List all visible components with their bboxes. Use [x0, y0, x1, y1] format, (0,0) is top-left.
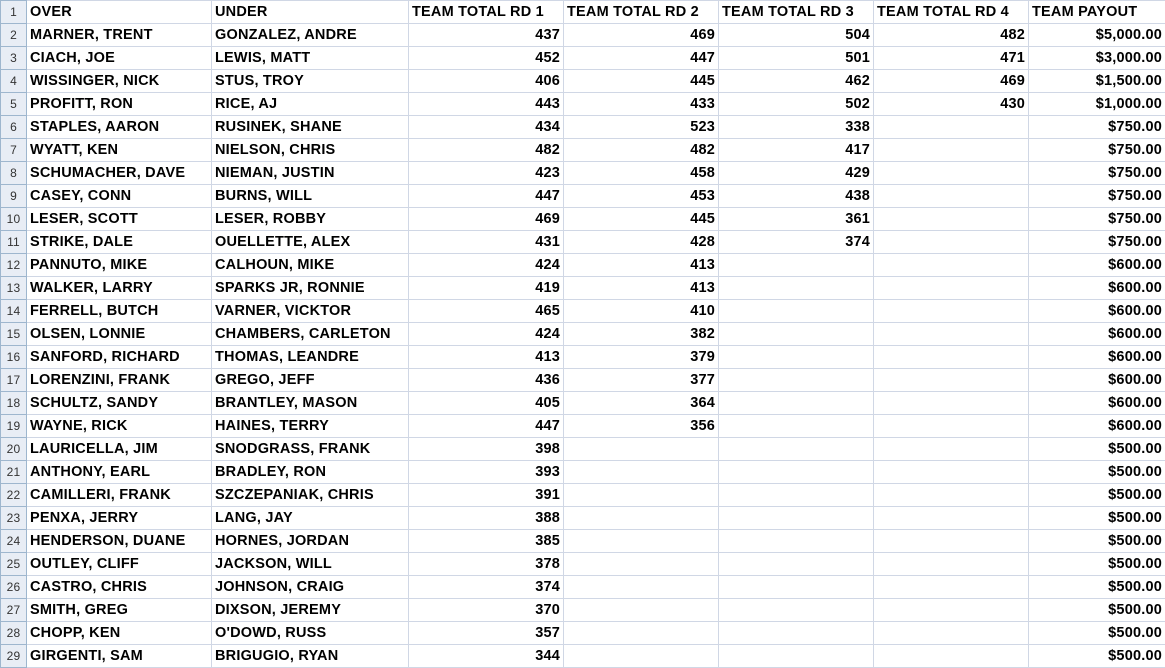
cell-team-total-rd1[interactable]: 370 [409, 599, 564, 622]
cell-team-total-rd4[interactable] [874, 323, 1029, 346]
cell-team-total-rd1[interactable]: 424 [409, 323, 564, 346]
table-row [1, 47, 1165, 70]
cell-team-total-rd2[interactable]: 445 [564, 208, 719, 231]
row-number[interactable]: 8 [1, 162, 27, 185]
header-row [1, 1, 1165, 24]
row-number[interactable]: 20 [1, 438, 27, 461]
cell-team-total-rd1[interactable]: 434 [409, 116, 564, 139]
cell-team-total-rd2[interactable] [564, 530, 719, 553]
cell-under[interactable]: BRADLEY, RON [212, 461, 409, 484]
cell-team-payout[interactable]: $600.00 [1029, 254, 1165, 277]
cell-team-total-rd4[interactable]: 430 [874, 93, 1029, 116]
cell-team-total-rd2[interactable]: 413 [564, 277, 719, 300]
cell-team-total-rd3[interactable] [719, 300, 874, 323]
cell-team-total-rd1[interactable]: 447 [409, 415, 564, 438]
cell-team-payout[interactable]: $500.00 [1029, 622, 1165, 645]
row-number[interactable]: 16 [1, 346, 27, 369]
cell-team-total-rd2[interactable]: 445 [564, 70, 719, 93]
cell-over[interactable]: WALKER, LARRY [27, 277, 212, 300]
cell-team-total-rd3[interactable] [719, 507, 874, 530]
cell-team-total-rd4[interactable] [874, 254, 1029, 277]
cell-team-payout[interactable]: $600.00 [1029, 392, 1165, 415]
cell-under[interactable]: SPARKS JR, RONNIE [212, 277, 409, 300]
row-number[interactable]: 19 [1, 415, 27, 438]
cell-team-total-rd1[interactable]: 388 [409, 507, 564, 530]
cell-under[interactable]: OUELLETTE, ALEX [212, 231, 409, 254]
cell-team-total-rd1[interactable]: 385 [409, 530, 564, 553]
cell-over[interactable]: CASEY, CONN [27, 185, 212, 208]
row-number[interactable]: 24 [1, 530, 27, 553]
cell-team-total-rd2[interactable] [564, 599, 719, 622]
cell-under[interactable]: O'DOWD, RUSS [212, 622, 409, 645]
cell-team-payout[interactable]: $500.00 [1029, 507, 1165, 530]
cell-team-total-rd1[interactable]: 393 [409, 461, 564, 484]
cell-over[interactable]: FERRELL, BUTCH [27, 300, 212, 323]
sheet-body [1, 1, 1165, 668]
cell-team-total-rd4[interactable] [874, 622, 1029, 645]
cell-over[interactable]: OUTLEY, CLIFF [27, 553, 212, 576]
row-number[interactable]: 1 [1, 1, 27, 24]
cell-team-total-rd2[interactable]: 447 [564, 47, 719, 70]
cell-team-payout[interactable]: $600.00 [1029, 415, 1165, 438]
table-row [1, 622, 1165, 645]
cell-team-total-rd4[interactable] [874, 507, 1029, 530]
cell-team-total-rd2[interactable]: 428 [564, 231, 719, 254]
cell-team-total-rd1[interactable]: 405 [409, 392, 564, 415]
cell-team-total-rd3[interactable]: 462 [719, 70, 874, 93]
table-row [1, 70, 1165, 93]
cell-under[interactable]: JOHNSON, CRAIG [212, 576, 409, 599]
cell-team-total-rd2[interactable] [564, 461, 719, 484]
row-number[interactable]: 10 [1, 208, 27, 231]
cell-over[interactable]: SCHULTZ, SANDY [27, 392, 212, 415]
cell-team-total-rd2[interactable]: 413 [564, 254, 719, 277]
cell-team-total-rd4[interactable] [874, 346, 1029, 369]
cell-team-total-rd4[interactable] [874, 231, 1029, 254]
cell-team-total-rd4[interactable] [874, 208, 1029, 231]
cell-team-payout[interactable]: $500.00 [1029, 645, 1165, 668]
cell-team-total-rd3[interactable] [719, 553, 874, 576]
cell-team-total-rd3[interactable]: 502 [719, 93, 874, 116]
cell-team-total-rd3[interactable] [719, 645, 874, 668]
cell-team-payout[interactable]: $750.00 [1029, 139, 1165, 162]
cell-team-total-rd2[interactable]: 364 [564, 392, 719, 415]
header-team-total-rd2[interactable]: TEAM TOTAL RD 2 [564, 1, 719, 24]
cell-team-total-rd2[interactable]: 453 [564, 185, 719, 208]
cell-team-payout[interactable]: $500.00 [1029, 530, 1165, 553]
cell-team-total-rd3[interactable] [719, 346, 874, 369]
cell-team-total-rd4[interactable] [874, 461, 1029, 484]
cell-under[interactable]: SNODGRASS, FRANK [212, 438, 409, 461]
cell-team-payout[interactable]: $750.00 [1029, 162, 1165, 185]
cell-over[interactable]: ANTHONY, EARL [27, 461, 212, 484]
cell-team-payout[interactable]: $600.00 [1029, 323, 1165, 346]
cell-under[interactable]: BRIGUGIO, RYAN [212, 645, 409, 668]
cell-over[interactable]: PROFITT, RON [27, 93, 212, 116]
cell-team-total-rd4[interactable] [874, 484, 1029, 507]
cell-team-total-rd3[interactable] [719, 461, 874, 484]
cell-team-total-rd2[interactable] [564, 507, 719, 530]
cell-team-total-rd2[interactable] [564, 576, 719, 599]
cell-team-payout[interactable]: $1,000.00 [1029, 93, 1165, 116]
cell-team-total-rd3[interactable]: 417 [719, 139, 874, 162]
table-row [1, 208, 1165, 231]
row-number[interactable]: 3 [1, 47, 27, 70]
cell-over[interactable]: SCHUMACHER, DAVE [27, 162, 212, 185]
row-number[interactable]: 13 [1, 277, 27, 300]
cell-over[interactable]: WAYNE, RICK [27, 415, 212, 438]
cell-team-payout[interactable]: $3,000.00 [1029, 47, 1165, 70]
cell-under[interactable]: LEWIS, MATT [212, 47, 409, 70]
cell-team-payout[interactable]: $500.00 [1029, 484, 1165, 507]
header-team-total-rd1[interactable]: TEAM TOTAL RD 1 [409, 1, 564, 24]
cell-team-total-rd2[interactable]: 458 [564, 162, 719, 185]
cell-team-total-rd4[interactable] [874, 116, 1029, 139]
cell-team-total-rd2[interactable] [564, 484, 719, 507]
cell-team-total-rd1[interactable]: 437 [409, 24, 564, 47]
cell-team-payout[interactable]: $750.00 [1029, 185, 1165, 208]
table-row [1, 231, 1165, 254]
cell-team-total-rd3[interactable] [719, 392, 874, 415]
row-number[interactable]: 9 [1, 185, 27, 208]
cell-under[interactable]: GREGO, JEFF [212, 369, 409, 392]
cell-under[interactable]: BURNS, WILL [212, 185, 409, 208]
row-number[interactable]: 17 [1, 369, 27, 392]
cell-under[interactable]: DIXSON, JEREMY [212, 599, 409, 622]
cell-team-total-rd4[interactable] [874, 369, 1029, 392]
row-number[interactable]: 5 [1, 93, 27, 116]
cell-team-total-rd4[interactable] [874, 162, 1029, 185]
cell-team-total-rd3[interactable] [719, 277, 874, 300]
cell-team-total-rd1[interactable]: 391 [409, 484, 564, 507]
table-row [1, 415, 1165, 438]
cell-team-payout[interactable]: $600.00 [1029, 346, 1165, 369]
table-row [1, 116, 1165, 139]
cell-team-total-rd3[interactable]: 374 [719, 231, 874, 254]
cell-team-total-rd2[interactable]: 523 [564, 116, 719, 139]
cell-team-total-rd3[interactable] [719, 484, 874, 507]
table-row [1, 139, 1165, 162]
cell-team-total-rd4[interactable]: 471 [874, 47, 1029, 70]
cell-under[interactable]: STUS, TROY [212, 70, 409, 93]
cell-team-payout[interactable]: $500.00 [1029, 599, 1165, 622]
table-row [1, 346, 1165, 369]
cell-under[interactable]: CALHOUN, MIKE [212, 254, 409, 277]
table-row [1, 323, 1165, 346]
cell-team-total-rd1[interactable]: 424 [409, 254, 564, 277]
table-row [1, 438, 1165, 461]
cell-team-payout[interactable]: $500.00 [1029, 438, 1165, 461]
cell-under[interactable]: LANG, JAY [212, 507, 409, 530]
table-row [1, 461, 1165, 484]
header-team-payout[interactable]: TEAM PAYOUT [1029, 1, 1165, 24]
row-number[interactable]: 26 [1, 576, 27, 599]
cell-team-total-rd4[interactable] [874, 300, 1029, 323]
table-row [1, 277, 1165, 300]
row-number[interactable]: 7 [1, 139, 27, 162]
cell-team-total-rd2[interactable] [564, 438, 719, 461]
cell-team-total-rd1[interactable]: 374 [409, 576, 564, 599]
cell-team-total-rd4[interactable] [874, 392, 1029, 415]
table-row [1, 24, 1165, 47]
cell-over[interactable]: CAMILLERI, FRANK [27, 484, 212, 507]
cell-team-total-rd2[interactable]: 410 [564, 300, 719, 323]
cell-under[interactable]: BRANTLEY, MASON [212, 392, 409, 415]
cell-over[interactable]: WISSINGER, NICK [27, 70, 212, 93]
header-over[interactable]: OVER [27, 1, 212, 24]
table-row [1, 369, 1165, 392]
cell-team-payout[interactable]: $750.00 [1029, 231, 1165, 254]
cell-under[interactable]: HORNES, JORDAN [212, 530, 409, 553]
cell-team-total-rd4[interactable]: 482 [874, 24, 1029, 47]
cell-team-total-rd1[interactable]: 469 [409, 208, 564, 231]
cell-under[interactable]: JACKSON, WILL [212, 553, 409, 576]
cell-team-total-rd1[interactable]: 447 [409, 185, 564, 208]
cell-under[interactable]: NIEMAN, JUSTIN [212, 162, 409, 185]
cell-over[interactable]: CIACH, JOE [27, 47, 212, 70]
cell-team-total-rd2[interactable] [564, 645, 719, 668]
table-row [1, 185, 1165, 208]
cell-team-total-rd1[interactable]: 436 [409, 369, 564, 392]
cell-team-payout[interactable]: $600.00 [1029, 369, 1165, 392]
cell-under[interactable]: CHAMBERS, CARLETON [212, 323, 409, 346]
cell-team-payout[interactable]: $500.00 [1029, 576, 1165, 599]
cell-team-total-rd2[interactable]: 379 [564, 346, 719, 369]
cell-team-total-rd4[interactable] [874, 139, 1029, 162]
cell-team-total-rd3[interactable] [719, 369, 874, 392]
header-team-total-rd3[interactable]: TEAM TOTAL RD 3 [719, 1, 874, 24]
cell-team-total-rd2[interactable]: 482 [564, 139, 719, 162]
cell-team-total-rd3[interactable] [719, 530, 874, 553]
cell-team-total-rd3[interactable] [719, 622, 874, 645]
row-number[interactable]: 21 [1, 461, 27, 484]
cell-under[interactable]: NIELSON, CHRIS [212, 139, 409, 162]
cell-team-payout[interactable]: $750.00 [1029, 208, 1165, 231]
table-row [1, 576, 1165, 599]
table-row [1, 507, 1165, 530]
cell-team-total-rd3[interactable]: 338 [719, 116, 874, 139]
cell-team-total-rd3[interactable]: 429 [719, 162, 874, 185]
table-row [1, 300, 1165, 323]
cell-team-total-rd1[interactable]: 413 [409, 346, 564, 369]
cell-over[interactable]: SANFORD, RICHARD [27, 346, 212, 369]
cell-team-total-rd3[interactable] [719, 599, 874, 622]
cell-over[interactable]: OLSEN, LONNIE [27, 323, 212, 346]
cell-over[interactable]: SMITH, GREG [27, 599, 212, 622]
cell-team-total-rd2[interactable] [564, 553, 719, 576]
row-number[interactable]: 25 [1, 553, 27, 576]
row-number[interactable]: 27 [1, 599, 27, 622]
header-under[interactable]: UNDER [212, 1, 409, 24]
cell-over[interactable]: STRIKE, DALE [27, 231, 212, 254]
cell-team-total-rd1[interactable]: 419 [409, 277, 564, 300]
cell-team-total-rd3[interactable] [719, 576, 874, 599]
cell-team-total-rd3[interactable] [719, 438, 874, 461]
cell-team-total-rd2[interactable]: 356 [564, 415, 719, 438]
cell-team-total-rd4[interactable] [874, 415, 1029, 438]
row-number[interactable]: 23 [1, 507, 27, 530]
cell-team-total-rd3[interactable] [719, 415, 874, 438]
cell-team-total-rd3[interactable] [719, 254, 874, 277]
cell-team-total-rd2[interactable]: 433 [564, 93, 719, 116]
cell-team-payout[interactable]: $500.00 [1029, 461, 1165, 484]
table-row [1, 392, 1165, 415]
cell-under[interactable]: HAINES, TERRY [212, 415, 409, 438]
cell-team-payout[interactable]: $600.00 [1029, 277, 1165, 300]
table-row [1, 530, 1165, 553]
table-row [1, 484, 1165, 507]
cell-over[interactable]: STAPLES, AARON [27, 116, 212, 139]
row-number[interactable]: 29 [1, 645, 27, 668]
cell-team-total-rd1[interactable]: 482 [409, 139, 564, 162]
cell-over[interactable]: GIRGENTI, SAM [27, 645, 212, 668]
table-row [1, 553, 1165, 576]
row-number[interactable]: 18 [1, 392, 27, 415]
cell-over[interactable]: LORENZINI, FRANK [27, 369, 212, 392]
cell-over[interactable]: PANNUTO, MIKE [27, 254, 212, 277]
cell-team-total-rd4[interactable] [874, 553, 1029, 576]
table-row [1, 254, 1165, 277]
cell-team-total-rd1[interactable]: 398 [409, 438, 564, 461]
cell-team-payout[interactable]: $600.00 [1029, 300, 1165, 323]
cell-team-total-rd1[interactable]: 465 [409, 300, 564, 323]
cell-team-payout[interactable]: $1,500.00 [1029, 70, 1165, 93]
row-number[interactable]: 11 [1, 231, 27, 254]
cell-over[interactable]: LAURICELLA, JIM [27, 438, 212, 461]
cell-team-total-rd4[interactable] [874, 576, 1029, 599]
table-row [1, 93, 1165, 116]
cell-team-total-rd1[interactable]: 452 [409, 47, 564, 70]
row-number[interactable]: 12 [1, 254, 27, 277]
row-number[interactable]: 15 [1, 323, 27, 346]
row-number[interactable]: 22 [1, 484, 27, 507]
cell-team-total-rd3[interactable]: 501 [719, 47, 874, 70]
cell-team-total-rd2[interactable]: 377 [564, 369, 719, 392]
row-number[interactable]: 14 [1, 300, 27, 323]
row-number[interactable]: 6 [1, 116, 27, 139]
cell-team-total-rd4[interactable] [874, 438, 1029, 461]
cell-team-total-rd1[interactable]: 344 [409, 645, 564, 668]
cell-team-total-rd3[interactable]: 504 [719, 24, 874, 47]
cell-team-total-rd4[interactable] [874, 185, 1029, 208]
header-team-total-rd4[interactable]: TEAM TOTAL RD 4 [874, 1, 1029, 24]
cell-team-total-rd1[interactable]: 423 [409, 162, 564, 185]
cell-over[interactable]: CASTRO, CHRIS [27, 576, 212, 599]
cell-team-total-rd4[interactable]: 469 [874, 70, 1029, 93]
cell-over[interactable]: PENXA, JERRY [27, 507, 212, 530]
cell-over[interactable]: MARNER, TRENT [27, 24, 212, 47]
cell-over[interactable]: HENDERSON, DUANE [27, 530, 212, 553]
cell-team-total-rd4[interactable] [874, 277, 1029, 300]
table-row [1, 162, 1165, 185]
cell-under[interactable]: GONZALEZ, ANDRE [212, 24, 409, 47]
cell-team-total-rd3[interactable] [719, 323, 874, 346]
cell-under[interactable]: LESER, ROBBY [212, 208, 409, 231]
cell-team-total-rd4[interactable] [874, 530, 1029, 553]
cell-over[interactable]: LESER, SCOTT [27, 208, 212, 231]
cell-team-total-rd3[interactable]: 438 [719, 185, 874, 208]
table-row [1, 599, 1165, 622]
cell-team-total-rd1[interactable]: 431 [409, 231, 564, 254]
cell-team-payout[interactable]: $5,000.00 [1029, 24, 1165, 47]
cell-team-total-rd2[interactable] [564, 622, 719, 645]
cell-under[interactable]: VARNER, VICKTOR [212, 300, 409, 323]
cell-team-payout[interactable]: $500.00 [1029, 553, 1165, 576]
table-row [1, 645, 1165, 668]
cell-over[interactable]: WYATT, KEN [27, 139, 212, 162]
cell-under[interactable]: THOMAS, LEANDRE [212, 346, 409, 369]
cell-team-total-rd2[interactable]: 469 [564, 24, 719, 47]
row-number[interactable]: 28 [1, 622, 27, 645]
cell-team-total-rd1[interactable]: 357 [409, 622, 564, 645]
row-number[interactable]: 4 [1, 70, 27, 93]
cell-team-total-rd2[interactable]: 382 [564, 323, 719, 346]
cell-under[interactable]: RUSINEK, SHANE [212, 116, 409, 139]
cell-team-total-rd1[interactable]: 443 [409, 93, 564, 116]
cell-over[interactable]: CHOPP, KEN [27, 622, 212, 645]
cell-under[interactable]: SZCZEPANIAK, CHRIS [212, 484, 409, 507]
cell-team-total-rd4[interactable] [874, 599, 1029, 622]
cell-under[interactable]: RICE, AJ [212, 93, 409, 116]
row-number[interactable]: 2 [1, 24, 27, 47]
cell-team-total-rd1[interactable]: 406 [409, 70, 564, 93]
cell-team-total-rd3[interactable]: 361 [719, 208, 874, 231]
cell-team-total-rd1[interactable]: 378 [409, 553, 564, 576]
cell-team-payout[interactable]: $750.00 [1029, 116, 1165, 139]
cell-team-total-rd4[interactable] [874, 645, 1029, 668]
